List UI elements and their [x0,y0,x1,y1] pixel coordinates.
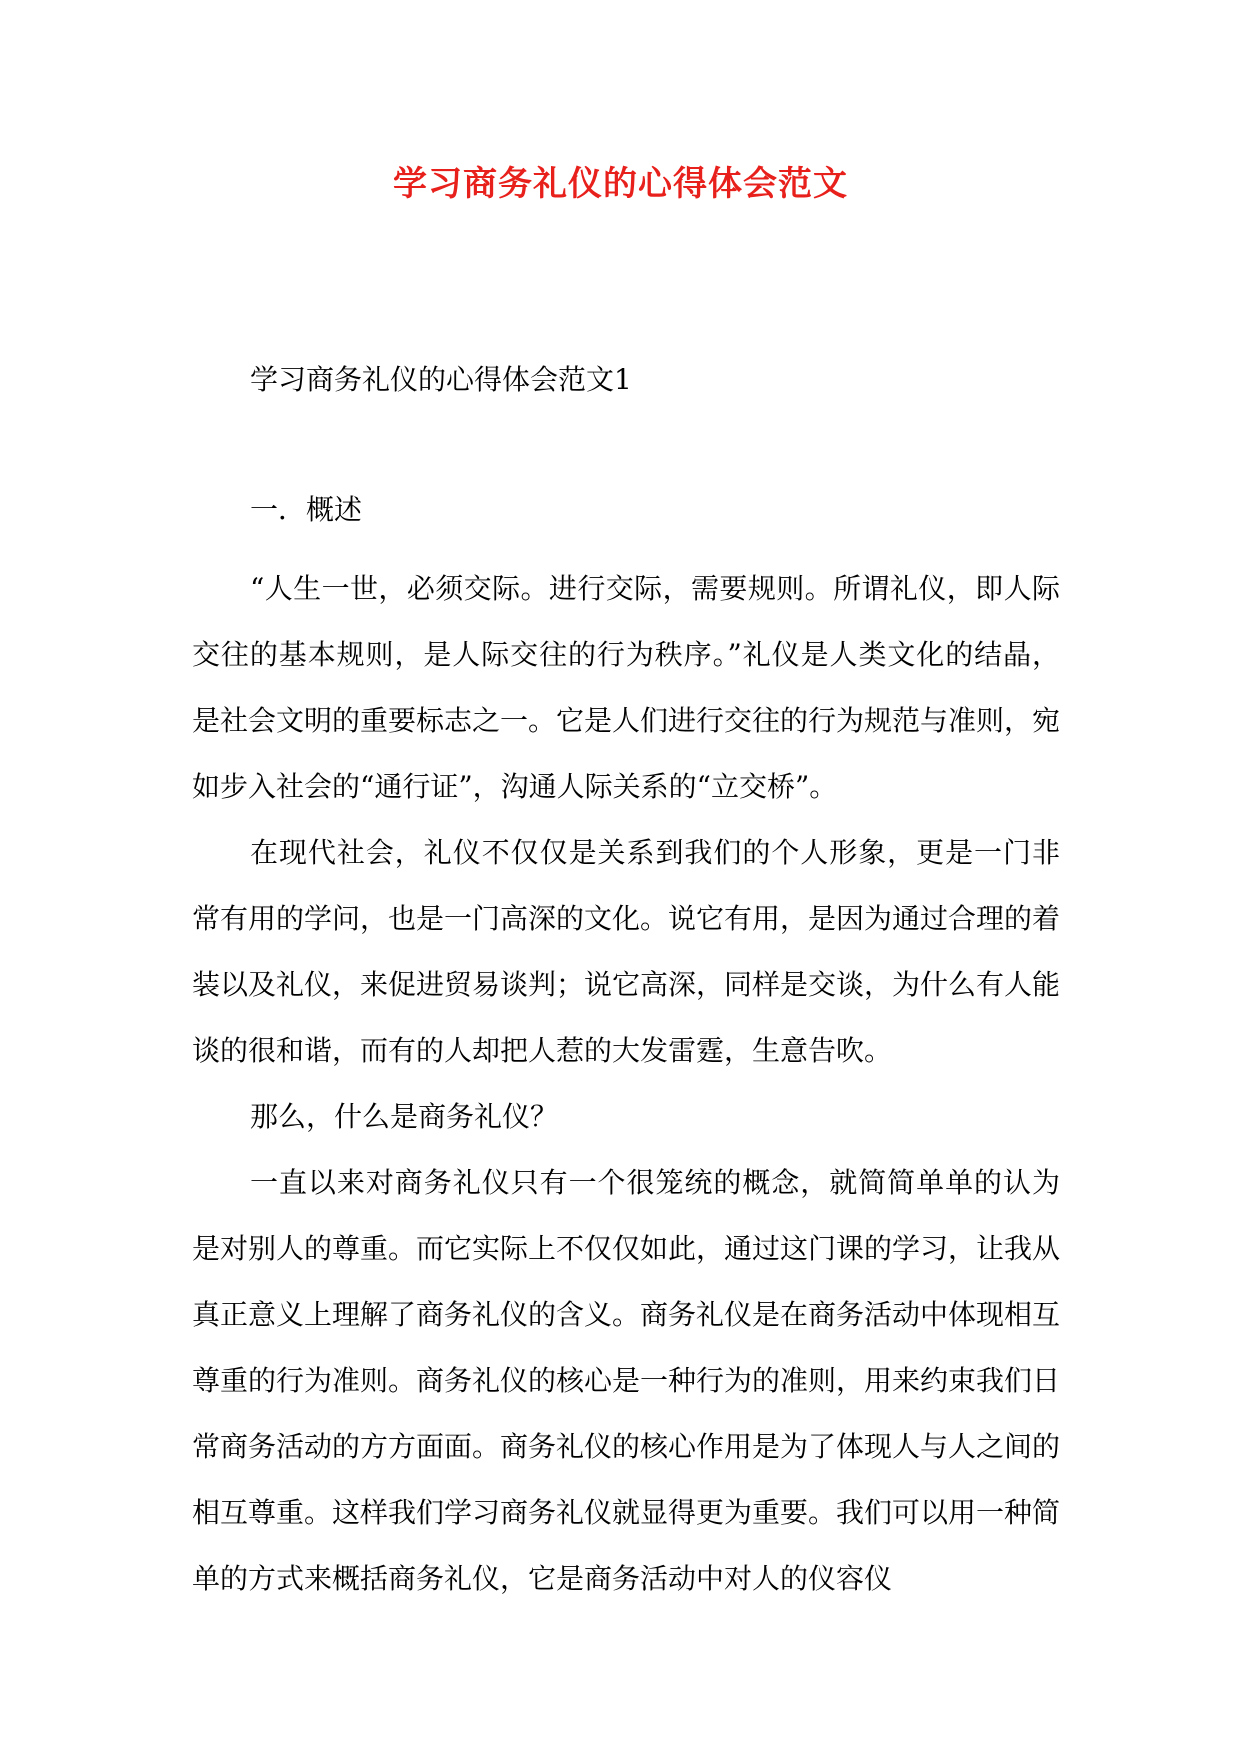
body-text [192,556,1060,1612]
document-title: 学习商务礼仪的心得体会范文 [393,164,848,204]
section-heading: 一．概述 [250,493,363,526]
paragraph: 那么，什么是商务礼仪？ [250,1100,559,1133]
paragraph: 一直以来对商务礼仪只有一个很笼统的概念，就简简单单的认为是对别人的尊重。而它实际上不仅仅如此，通过这门课的学习，让我从真正意义上理解了商务礼仪的含义。商务礼仪是在商务活动中体现相互尊重的行为准则。商务礼仪的核心是一种行为的准则，用来约束我们日常商务活动的方方面面。商务礼仪的核心作用是为了体现人与人之间的相互尊重。这样我们学习商务礼仪就显得更为重要。我们可以用一种简单的方式来概括商务礼仪，它是商务活动中对人的仪容仪 [192,1166,1061,1595]
document-subtitle: 学习商务礼仪的心得体会范文1 [250,363,632,396]
paragraph: 在现代社会，礼仪不仅仅是关系到我们的个人形象，更是一门非常有用的学问，也是一门高深的文化。说它有用，是因为通过合理的着装以及礼仪，来促进贸易谈判；说它高深，同样是交谈，为什么有人能谈的很和谐，而有的人却把人惹的大发雷霆，生意告吹。 [192,836,1061,1067]
paragraph: “人生一世，必须交际。进行交际，需要规则。所谓礼仪，即人际交往的基本规则，是人际交往的行为秩序。”礼仪是人类文化的结晶，是社会文明的重要标志之一。它是人们进行交往的行为规范与准则，宛如步入社会的“通行证”，沟通人际关系的“立交桥”。 [192,572,1061,803]
